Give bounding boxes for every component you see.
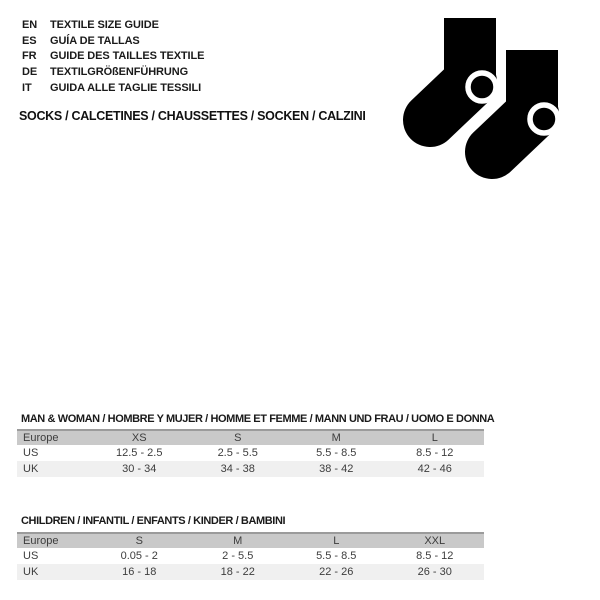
size-cell: 38 - 42 bbox=[319, 463, 354, 475]
table-row-us bbox=[17, 445, 484, 461]
column-header: L bbox=[333, 535, 340, 547]
row-label: UK bbox=[23, 566, 39, 578]
sock-front bbox=[492, 50, 558, 152]
language-code: ES bbox=[22, 34, 37, 47]
table-header-row bbox=[17, 532, 484, 548]
size-cell: 5.5 - 8.5 bbox=[316, 550, 357, 562]
size-cell: 34 - 38 bbox=[220, 463, 255, 475]
table-row-uk bbox=[17, 461, 484, 477]
column-header: S bbox=[135, 535, 143, 547]
language-label: GUÍA DE TALLAS bbox=[50, 34, 140, 47]
column-header: XS bbox=[131, 432, 147, 444]
size-cell: 5.5 - 8.5 bbox=[316, 447, 357, 459]
size-cell: 12.5 - 2.5 bbox=[116, 447, 163, 459]
size-cell: 8.5 - 12 bbox=[416, 550, 454, 562]
size-cell: 18 - 22 bbox=[220, 566, 255, 578]
size-cell: 30 - 34 bbox=[122, 463, 157, 475]
size-table-children bbox=[17, 532, 484, 580]
column-header: L bbox=[431, 432, 438, 444]
language-label: GUIDA ALLE TAGLIE TESSILI bbox=[50, 81, 202, 94]
column-header: Europe bbox=[23, 432, 59, 444]
language-row bbox=[22, 64, 204, 80]
language-code: DE bbox=[22, 65, 38, 78]
size-cell: 26 - 30 bbox=[417, 566, 452, 578]
table-title-man-woman: MAN & WOMAN / HOMBRE Y MUJER / HOMME ET FEMME / MANN UND FRAU / UOMO E DONNA bbox=[21, 413, 495, 425]
language-row bbox=[22, 80, 204, 96]
language-row bbox=[22, 17, 204, 33]
language-row bbox=[22, 48, 204, 64]
row-label: US bbox=[23, 447, 39, 459]
sock-back bbox=[430, 18, 496, 120]
socks-icon bbox=[400, 0, 575, 190]
size-cell: 2 - 5.5 bbox=[222, 550, 254, 562]
table-row-us bbox=[17, 548, 484, 564]
size-cell: 8.5 - 12 bbox=[416, 447, 454, 459]
size-cell: 2.5 - 5.5 bbox=[217, 447, 258, 459]
column-header: M bbox=[331, 432, 341, 444]
size-table-man-woman bbox=[17, 429, 484, 477]
language-label: GUIDE DES TAILLES TEXTILE bbox=[50, 50, 205, 63]
language-label: TEXTILGRÖßENFÜHRUNG bbox=[50, 65, 189, 78]
language-row bbox=[22, 33, 204, 49]
size-cell: 42 - 46 bbox=[417, 463, 452, 475]
column-header: S bbox=[234, 432, 242, 444]
column-header: M bbox=[233, 535, 243, 547]
size-cell: 0.05 - 2 bbox=[120, 550, 158, 562]
column-header: Europe bbox=[23, 535, 59, 547]
row-label: US bbox=[23, 550, 39, 562]
size-cell: 16 - 18 bbox=[122, 566, 157, 578]
table-header-row bbox=[17, 429, 484, 445]
table-row-uk bbox=[17, 564, 484, 580]
language-label: TEXTILE SIZE GUIDE bbox=[50, 18, 159, 31]
language-code: IT bbox=[22, 81, 32, 94]
column-header: XXL bbox=[424, 535, 446, 547]
language-list bbox=[22, 17, 204, 95]
language-code: EN bbox=[22, 18, 38, 31]
table-title-children: CHILDREN / INFANTIL / ENFANTS / KINDER / BAMBINI bbox=[21, 515, 286, 527]
size-cell: 22 - 26 bbox=[319, 566, 354, 578]
row-label: UK bbox=[23, 463, 39, 475]
language-code: FR bbox=[22, 50, 37, 63]
category-title: SOCKS / CALCETINES / CHAUSSETTES / SOCKEN / CALZINI bbox=[19, 109, 366, 123]
